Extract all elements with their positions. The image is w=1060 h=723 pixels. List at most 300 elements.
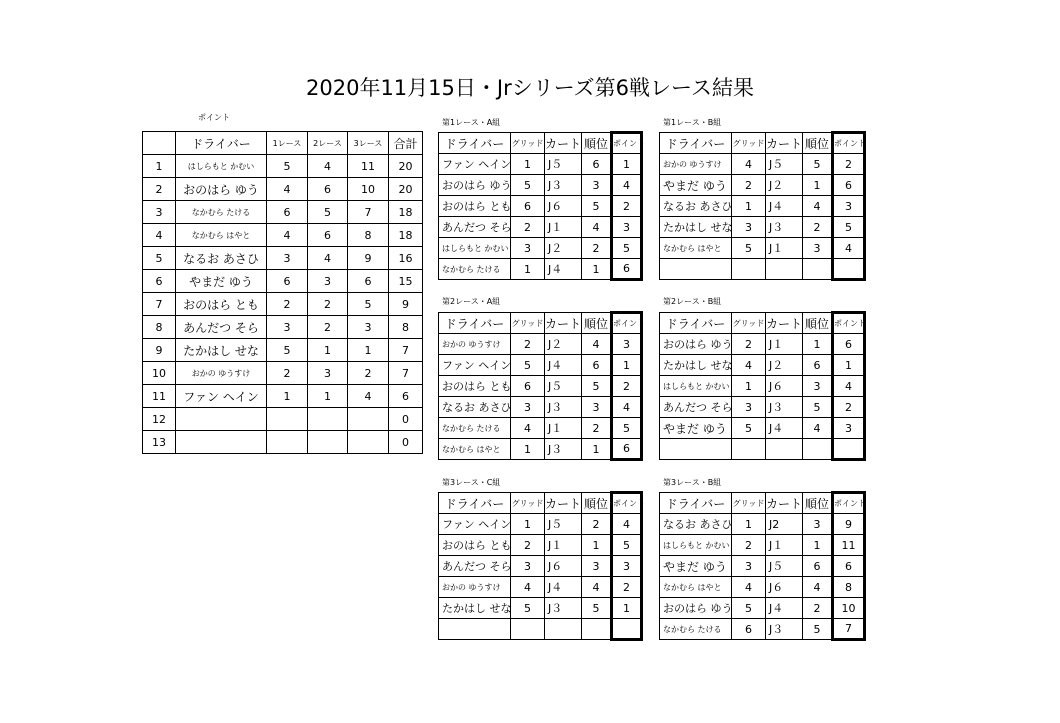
table-row: [439, 238, 642, 259]
rank-cell: 10: [143, 362, 176, 385]
grid-cell: 4: [732, 154, 766, 175]
table-row: [660, 238, 865, 259]
header-grid: グリッド: [732, 133, 766, 154]
rank-cell: 7: [143, 293, 176, 316]
driver-cell: はしらもと かむい: [660, 535, 732, 556]
race1-a-caption: 第1レース・A組: [442, 118, 501, 127]
grid-cell: 3: [732, 556, 766, 577]
points-cell: 4: [612, 175, 642, 196]
driver-cell: [439, 619, 511, 640]
header-kart: カート: [766, 133, 803, 154]
race1-b-caption: 第1レース・B組: [663, 118, 722, 127]
race2-points-cell: 2: [308, 293, 348, 316]
header-points: ポイント: [833, 493, 865, 514]
points-cell: 10: [833, 598, 865, 619]
header-driver: ドライバー: [660, 133, 732, 154]
driver-cell: ファン ヘイン: [439, 154, 511, 175]
driver-cell: おのはら ゆう: [660, 334, 732, 355]
total-cell: 20: [389, 178, 423, 201]
table-row: [439, 418, 642, 439]
driver-cell: [660, 259, 732, 280]
position-cell: 4: [803, 196, 833, 217]
race3-points-cell: 3: [348, 316, 389, 339]
grid-cell: 2: [511, 535, 545, 556]
header-grid: グリッド: [511, 313, 545, 334]
table-header-row: [660, 493, 865, 514]
total-cell: 20: [389, 155, 423, 178]
race2-points-cell: [308, 431, 348, 454]
rank-cell: 12: [143, 408, 176, 431]
header-kart: カート: [766, 493, 803, 514]
kart-cell: J４: [545, 259, 582, 280]
kart-cell: J１: [545, 418, 582, 439]
grid-cell: 1: [511, 154, 545, 175]
position-cell: 6: [803, 355, 833, 376]
header-points: ポイント: [612, 133, 642, 154]
driver-cell: やまだ ゆう: [660, 175, 732, 196]
points-cell: 6: [833, 334, 865, 355]
kart-cell: J３: [545, 439, 582, 460]
grid-cell: 4: [732, 577, 766, 598]
table-row: [439, 334, 642, 355]
race1-points-cell: 1: [267, 385, 308, 408]
driver-cell: [176, 431, 267, 454]
driver-cell: あんだつ そら: [439, 217, 511, 238]
driver-cell: おのはら とも: [439, 196, 511, 217]
header-driver: ドライバー: [660, 493, 732, 514]
table-row: [143, 224, 423, 247]
grid-cell: 5: [511, 598, 545, 619]
points-cell: 2: [612, 577, 642, 598]
driver-cell: たかはし せな: [439, 598, 511, 619]
header-position: 順位: [582, 493, 612, 514]
points-cell: 4: [612, 514, 642, 535]
race3-points-cell: 6: [348, 270, 389, 293]
driver-cell: なかむら はやと: [660, 577, 732, 598]
table-header-row: [439, 313, 642, 334]
kart-cell: J４: [766, 598, 803, 619]
race3-points-cell: 10: [348, 178, 389, 201]
points-cell: 4: [833, 238, 865, 259]
table-row: [439, 619, 642, 640]
table-header-row: [439, 493, 642, 514]
kart-cell: [766, 439, 803, 460]
kart-cell: J２: [766, 175, 803, 196]
points-cell: 8: [833, 577, 865, 598]
race3-c-table: [438, 491, 643, 641]
race3-points-cell: 5: [348, 293, 389, 316]
points-table: [142, 131, 423, 454]
race3-points-cell: 9: [348, 247, 389, 270]
points-cell: 5: [612, 535, 642, 556]
driver-cell: たかはし せな: [660, 217, 732, 238]
header-driver: ドライバー: [439, 493, 511, 514]
total-cell: 18: [389, 224, 423, 247]
rank-cell: 11: [143, 385, 176, 408]
race3-points-cell: 4: [348, 385, 389, 408]
race1-points-cell: 5: [267, 339, 308, 362]
kart-cell: J６: [545, 556, 582, 577]
race3-points-cell: 11: [348, 155, 389, 178]
grid-cell: 6: [732, 619, 766, 640]
grid-cell: 3: [511, 556, 545, 577]
race1-points-cell: 4: [267, 224, 308, 247]
table-row: [143, 408, 423, 431]
position-cell: 4: [582, 334, 612, 355]
kart-cell: J６: [545, 196, 582, 217]
driver-cell: ファン ヘイン: [439, 514, 511, 535]
header-grid: グリッド: [511, 133, 545, 154]
table-row: [143, 316, 423, 339]
kart-cell: J３: [766, 397, 803, 418]
points-cell: 6: [612, 259, 642, 280]
position-cell: 4: [803, 577, 833, 598]
points-cell: 2: [612, 376, 642, 397]
kart-cell: J５: [545, 514, 582, 535]
table-row: [143, 339, 423, 362]
position-cell: 6: [582, 154, 612, 175]
points-cell: 3: [833, 196, 865, 217]
table-row: [660, 598, 865, 619]
table-row: [143, 247, 423, 270]
table-header-row: [439, 133, 642, 154]
header-rank: [143, 132, 176, 155]
table-header-row: [143, 132, 423, 155]
total-cell: 15: [389, 270, 423, 293]
header-race2: 2レース: [308, 132, 348, 155]
points-cell: 3: [612, 556, 642, 577]
table-row: [439, 196, 642, 217]
table-row: [439, 355, 642, 376]
table-row: [143, 293, 423, 316]
position-cell: 2: [582, 238, 612, 259]
position-cell: [582, 619, 612, 640]
position-cell: 3: [803, 514, 833, 535]
race2-points-cell: 6: [308, 224, 348, 247]
table-row: [660, 175, 865, 196]
kart-cell: J３: [545, 397, 582, 418]
header-position: 順位: [803, 313, 833, 334]
race2-points-cell: 1: [308, 339, 348, 362]
kart-cell: J２: [545, 334, 582, 355]
driver-cell: なかむら たける: [439, 418, 511, 439]
position-cell: 5: [803, 619, 833, 640]
race3-points-cell: 1: [348, 339, 389, 362]
race3-points-cell: 8: [348, 224, 389, 247]
driver-cell: やまだ ゆう: [660, 418, 732, 439]
kart-cell: J４: [766, 418, 803, 439]
kart-cell: J４: [545, 355, 582, 376]
rank-cell: 2: [143, 178, 176, 201]
grid-cell: 2: [732, 535, 766, 556]
grid-cell: 1: [732, 196, 766, 217]
driver-cell: なかむら たける: [439, 259, 511, 280]
table-row: [660, 217, 865, 238]
position-cell: [803, 259, 833, 280]
header-driver: ドライバー: [176, 132, 267, 155]
grid-cell: 1: [732, 376, 766, 397]
header-race1: 1レース: [267, 132, 308, 155]
driver-cell: なかむら たける: [660, 619, 732, 640]
driver-cell: なるお あさひ: [660, 196, 732, 217]
grid-cell: [732, 259, 766, 280]
table-row: [439, 217, 642, 238]
header-position: 順位: [803, 493, 833, 514]
driver-cell: おのはら ゆう: [176, 178, 267, 201]
header-race3: 3レース: [348, 132, 389, 155]
table-row: [439, 598, 642, 619]
kart-cell: J１: [766, 238, 803, 259]
race1-points-cell: 2: [267, 293, 308, 316]
grid-cell: 5: [511, 355, 545, 376]
position-cell: 5: [582, 196, 612, 217]
table-row: [439, 514, 642, 535]
kart-cell: J３: [545, 598, 582, 619]
race2-points-cell: 4: [308, 247, 348, 270]
driver-cell: たかはし せな: [176, 339, 267, 362]
header-points: ポイント: [612, 313, 642, 334]
driver-cell: やまだ ゆう: [660, 556, 732, 577]
header-driver: ドライバー: [439, 133, 511, 154]
points-cell: 6: [833, 175, 865, 196]
grid-cell: 4: [732, 355, 766, 376]
total-cell: 9: [389, 293, 423, 316]
header-driver: ドライバー: [439, 313, 511, 334]
points-cell: 5: [833, 217, 865, 238]
points-cell: 4: [833, 376, 865, 397]
position-cell: 3: [582, 175, 612, 196]
kart-cell: J４: [545, 577, 582, 598]
driver-cell: ファン ヘイン: [176, 385, 267, 408]
grid-cell: 2: [732, 334, 766, 355]
table-header-row: [660, 313, 865, 334]
points-cell: 1: [612, 598, 642, 619]
rank-cell: 13: [143, 431, 176, 454]
grid-cell: 2: [511, 334, 545, 355]
total-cell: 18: [389, 201, 423, 224]
race1-a-table: [438, 131, 643, 281]
position-cell: 2: [582, 514, 612, 535]
position-cell: 3: [582, 556, 612, 577]
kart-cell: J６: [766, 376, 803, 397]
points-cell: 3: [833, 418, 865, 439]
driver-cell: [660, 439, 732, 460]
header-total: 合計: [389, 132, 423, 155]
race2-a-table: [438, 311, 643, 461]
race2-points-cell: 1: [308, 385, 348, 408]
table-row: [439, 535, 642, 556]
grid-cell: 5: [732, 418, 766, 439]
grid-cell: 6: [511, 196, 545, 217]
driver-cell: なるお あさひ: [176, 247, 267, 270]
driver-cell: おかの ゆうすけ: [439, 577, 511, 598]
header-grid: グリッド: [511, 493, 545, 514]
table-row: [439, 577, 642, 598]
race3-c-caption: 第3レース・C組: [442, 478, 501, 487]
race2-b-table: [659, 311, 866, 461]
points-cell: [612, 619, 642, 640]
driver-cell: なかむら はやと: [660, 238, 732, 259]
points-cell: [833, 259, 865, 280]
grid-cell: 5: [732, 238, 766, 259]
kart-cell: [545, 619, 582, 640]
table-row: [143, 201, 423, 224]
driver-cell: おのはら とも: [176, 293, 267, 316]
rank-cell: 8: [143, 316, 176, 339]
position-cell: [803, 439, 833, 460]
header-kart: カート: [766, 313, 803, 334]
driver-cell: おのはら とも: [439, 376, 511, 397]
points-cell: 2: [612, 196, 642, 217]
total-cell: 7: [389, 362, 423, 385]
table-row: [660, 397, 865, 418]
points-cell: 7: [833, 619, 865, 640]
header-grid: グリッド: [732, 493, 766, 514]
grid-cell: 1: [511, 439, 545, 460]
race2-points-cell: 6: [308, 178, 348, 201]
race2-a-caption: 第2レース・A組: [442, 297, 501, 306]
grid-cell: 3: [511, 397, 545, 418]
driver-cell: はしらもと かむい: [439, 238, 511, 259]
table-row: [439, 259, 642, 280]
table-row: [660, 577, 865, 598]
points-cell: 3: [612, 334, 642, 355]
race1-points-cell: 5: [267, 155, 308, 178]
kart-cell: J２: [545, 238, 582, 259]
kart-cell: J１: [545, 217, 582, 238]
race2-points-cell: [308, 408, 348, 431]
table-row: [660, 355, 865, 376]
driver-cell: なるお あさひ: [439, 397, 511, 418]
grid-cell: [732, 439, 766, 460]
race2-points-cell: 3: [308, 362, 348, 385]
kart-cell: J２: [766, 355, 803, 376]
race1-points-cell: 2: [267, 362, 308, 385]
total-cell: 16: [389, 247, 423, 270]
points-cell: 5: [612, 418, 642, 439]
race2-b-caption: 第2レース・B組: [663, 297, 722, 306]
race1-b-table: [659, 131, 866, 281]
kart-cell: J５: [545, 376, 582, 397]
driver-cell: おかの ゆうすけ: [176, 362, 267, 385]
position-cell: 4: [582, 217, 612, 238]
driver-cell: おのはら ゆう: [660, 598, 732, 619]
race1-points-cell: [267, 431, 308, 454]
race2-points-cell: 3: [308, 270, 348, 293]
grid-cell: 3: [732, 217, 766, 238]
header-points: ポイント: [612, 493, 642, 514]
position-cell: 2: [803, 217, 833, 238]
race2-points-cell: 5: [308, 201, 348, 224]
table-row: [660, 439, 865, 460]
grid-cell: 3: [732, 397, 766, 418]
header-points: ポイント: [833, 133, 865, 154]
total-cell: 7: [389, 339, 423, 362]
grid-cell: 3: [511, 238, 545, 259]
race1-points-cell: 3: [267, 316, 308, 339]
grid-cell: 1: [511, 514, 545, 535]
driver-cell: あんだつ そら: [176, 316, 267, 339]
race3-b-caption: 第3レース・B組: [663, 478, 722, 487]
table-row: [143, 362, 423, 385]
race1-points-cell: 3: [267, 247, 308, 270]
race3-points-cell: 7: [348, 201, 389, 224]
driver-cell: やまだ ゆう: [176, 270, 267, 293]
rank-cell: 5: [143, 247, 176, 270]
driver-cell: はしらもと かむい: [176, 155, 267, 178]
position-cell: 4: [803, 418, 833, 439]
rank-cell: 9: [143, 339, 176, 362]
position-cell: 1: [582, 535, 612, 556]
header-points: ポイント: [833, 313, 865, 334]
kart-cell: J６: [766, 577, 803, 598]
driver-cell: たかはし せな: [660, 355, 732, 376]
position-cell: 5: [582, 598, 612, 619]
header-grid: グリッド: [732, 313, 766, 334]
kart-cell: J１: [545, 535, 582, 556]
points-cell: 5: [612, 238, 642, 259]
grid-cell: 4: [511, 418, 545, 439]
position-cell: 3: [803, 238, 833, 259]
points-cell: 6: [833, 556, 865, 577]
driver-cell: ファン ヘイン: [439, 355, 511, 376]
position-cell: 1: [803, 535, 833, 556]
position-cell: 3: [803, 376, 833, 397]
table-row: [143, 270, 423, 293]
table-row: [660, 418, 865, 439]
total-cell: 6: [389, 385, 423, 408]
header-position: 順位: [803, 133, 833, 154]
driver-cell: なるお あさひ: [660, 514, 732, 535]
driver-cell: おかの ゆうすけ: [439, 334, 511, 355]
points-cell: 6: [612, 439, 642, 460]
position-cell: 2: [803, 598, 833, 619]
points-cell: 2: [833, 397, 865, 418]
kart-cell: J５: [545, 154, 582, 175]
rank-cell: 3: [143, 201, 176, 224]
table-row: [143, 431, 423, 454]
race3-b-table: [659, 491, 866, 641]
driver-cell: なかむら はやと: [176, 224, 267, 247]
total-cell: 0: [389, 408, 423, 431]
points-cell: 1: [833, 355, 865, 376]
position-cell: 1: [582, 439, 612, 460]
race1-points-cell: 6: [267, 270, 308, 293]
race3-points-cell: 2: [348, 362, 389, 385]
table-row: [660, 619, 865, 640]
table-row: [660, 334, 865, 355]
kart-cell: J１: [766, 334, 803, 355]
race3-points-cell: [348, 408, 389, 431]
kart-cell: J３: [545, 175, 582, 196]
grid-cell: 1: [511, 259, 545, 280]
race2-points-cell: 4: [308, 155, 348, 178]
kart-cell: J３: [766, 619, 803, 640]
grid-cell: 2: [732, 175, 766, 196]
position-cell: 5: [803, 154, 833, 175]
kart-cell: J３: [766, 217, 803, 238]
table-row: [660, 556, 865, 577]
table-row: [143, 155, 423, 178]
table-row: [143, 385, 423, 408]
driver-cell: あんだつ そら: [660, 397, 732, 418]
kart-cell: J2: [766, 514, 803, 535]
header-kart: カート: [545, 133, 582, 154]
table-header-row: [660, 133, 865, 154]
kart-cell: J１: [766, 535, 803, 556]
kart-cell: J５: [766, 556, 803, 577]
rank-cell: 1: [143, 155, 176, 178]
